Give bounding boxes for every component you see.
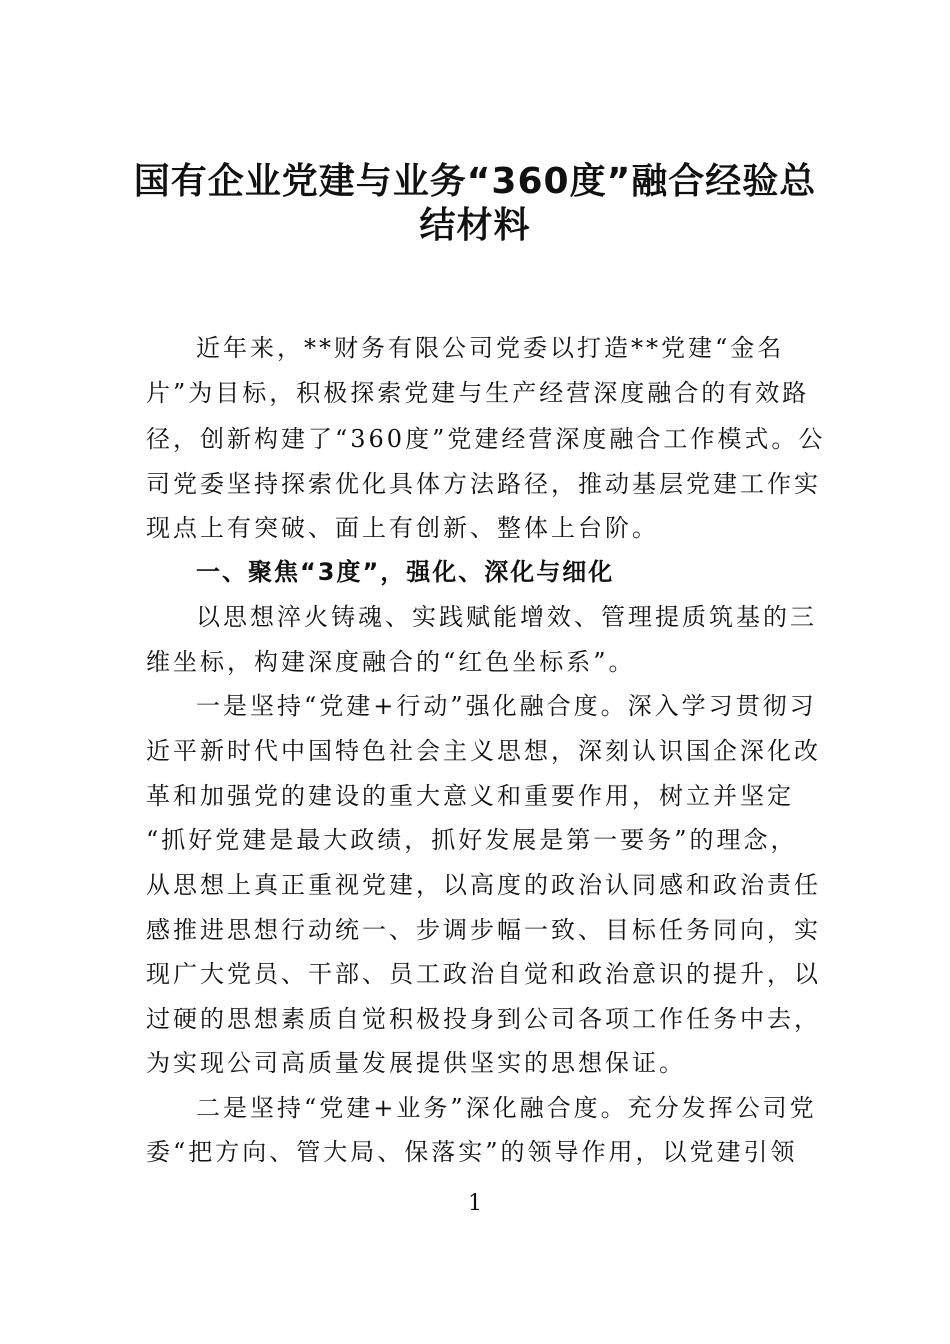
body-line: 近年来，**财务有限公司党委以打造**党建“金名 [196,334,785,362]
body-line: 径，创新构建了“360度”党建经营深度融合工作模式。公 [146,425,826,453]
body-line: 感推进思想行动统一、步调步幅一致、目标任务同向，实 [146,916,821,944]
body-line: 为实现公司高质量发展提供坚实的思想保证。 [146,1049,686,1077]
section-heading: 一、聚焦“3度”，强化、深化与细化 [196,558,615,586]
body-line: 以思想淬火铸魂、实践赋能增效、管理提质筑基的三 [196,603,817,631]
page-number: 1 [468,1191,482,1216]
body-line: 二是坚持“党建+业务”深化融合度。充分发挥公司党 [196,1094,817,1122]
body-line: 现点上有突破、面上有创新、整体上台阶。 [146,514,659,542]
body-line: 委“把方向、管大局、保落实”的领导作用，以党建引领 [146,1138,798,1166]
document-title-line-1: 国有企业党建与业务“360度”融合经验总 [133,161,817,202]
body-line: 近平新时代中国特色社会主义思想，深刻认识国企深化改 [146,737,821,765]
body-line: 片”为目标，积极探索党建与生产经营深度融合的有效路 [146,379,810,407]
body-line: “抓好党建是最大政绩，抓好发展是第一要务”的理念， [146,826,798,854]
body-line: 司党委坚持探索优化具体方法路径，推动基层党建工作实 [146,470,821,498]
body-line: 过硬的思想素质自觉积极投身到公司各项工作任务中去， [146,1005,821,1033]
body-line: 现广大党员、干部、员工政治自觉和政治意识的提升，以 [146,960,821,988]
body-line: 从思想上真正重视党建，以高度的政治认同感和政治责任 [146,871,821,899]
body-line: 革和加强党的建设的重大意义和重要作用，树立并坚定 [146,782,794,810]
body-line: 一是坚持“党建+行动”强化融合度。深入学习贯彻习 [196,692,817,720]
document-title-line-2: 结材料 [419,205,531,246]
body-line: 维坐标，构建深度融合的“红色坐标系”。 [146,648,636,676]
